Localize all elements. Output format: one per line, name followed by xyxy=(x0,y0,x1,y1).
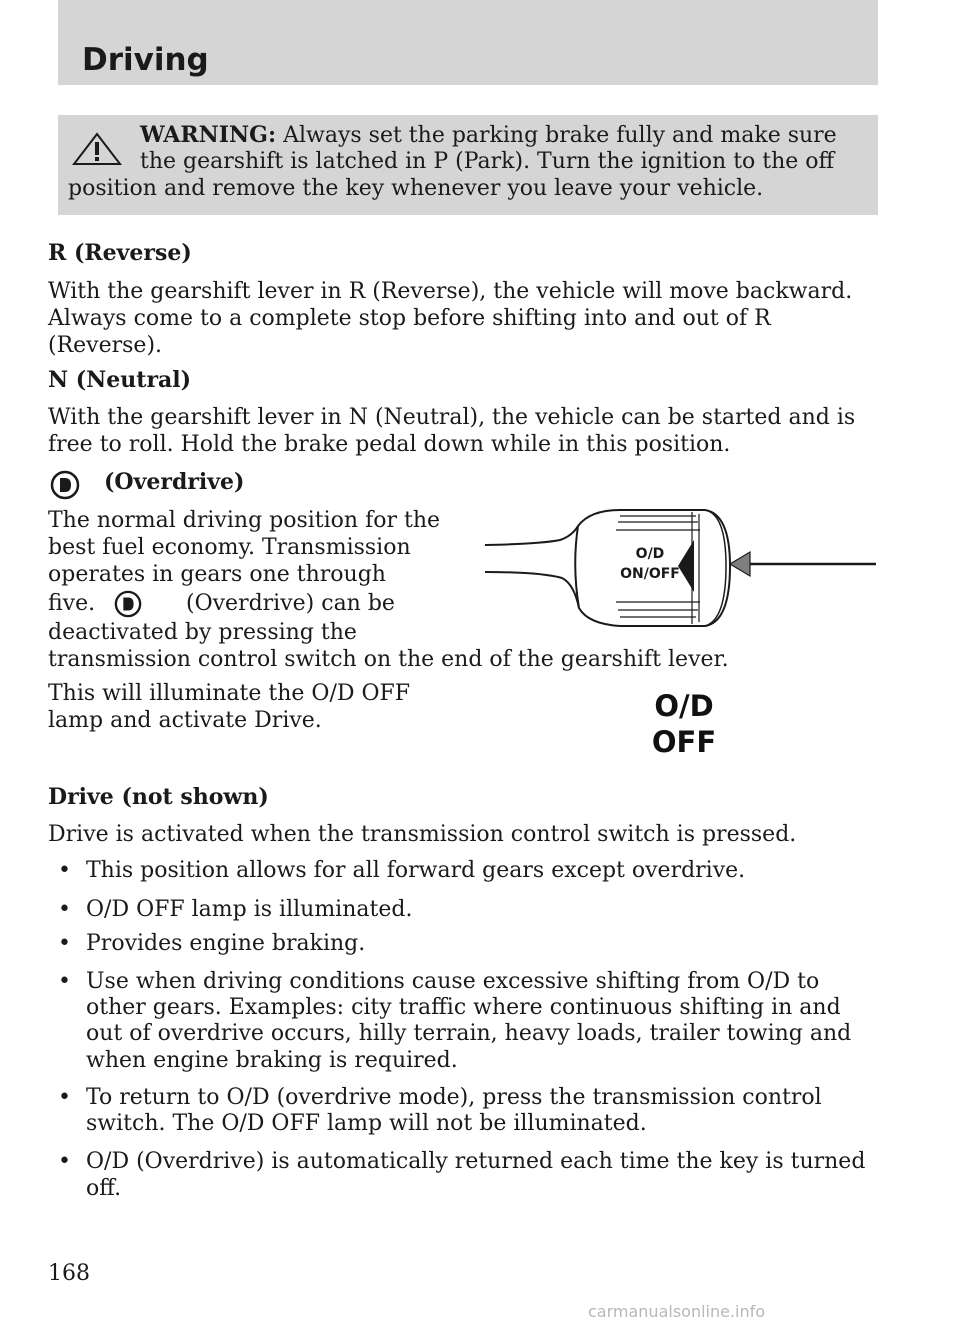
bullet-marker: • xyxy=(58,858,71,883)
neutral-text-line: With the gearshift lever in N (Neutral), the vehicle can be started and is xyxy=(48,405,856,430)
bullet-text-line: O/D OFF lamp is illuminated. xyxy=(86,897,413,922)
switch-label-on-off: ON/OFF xyxy=(620,566,680,582)
reverse-text-line: With the gearshift lever in R (Reverse), the vehicle will move backward. xyxy=(48,279,853,304)
overdrive-text-line: (Overdrive) can be xyxy=(186,591,395,616)
warning-triangle-icon xyxy=(72,132,122,166)
page-title: Driving xyxy=(82,42,209,78)
bullet-marker: • xyxy=(58,897,71,922)
bullet-marker: • xyxy=(58,1085,71,1110)
warning-line-1 xyxy=(140,121,837,150)
bullet-text-line: This position allows for all forward gears except overdrive. xyxy=(86,858,746,883)
overdrive-text-line: best fuel economy. Transmission xyxy=(48,535,411,560)
neutral-heading: N (Neutral) xyxy=(48,367,192,393)
gearshift-switch-illustration xyxy=(480,500,880,640)
overdrive-text-line: The normal driving position for the xyxy=(48,508,441,533)
page-number: 168 xyxy=(48,1261,90,1286)
overdrive-heading: (Overdrive) xyxy=(104,469,245,495)
reverse-heading: R (Reverse) xyxy=(48,240,192,266)
neutral-text-line: free to roll. Hold the brake pedal down while in this position. xyxy=(48,432,731,457)
overdrive-d-icon xyxy=(50,470,80,500)
drive-intro: Drive is activated when the transmission control switch is pressed. xyxy=(48,822,797,847)
lamp-line-1: O/D xyxy=(654,689,714,723)
overdrive-text-line: lamp and activate Drive. xyxy=(48,708,322,733)
switch-label-od: O/D xyxy=(635,546,665,562)
bullet-text-line: out of overdrive occurs, hilly terrain, heavy loads, trailer towing and xyxy=(86,1021,852,1046)
bullet-marker: • xyxy=(58,931,71,956)
overdrive-text-line: deactivated by pressing the xyxy=(48,620,357,645)
overdrive-d-icon xyxy=(114,590,142,618)
overdrive-text-line: five. xyxy=(48,591,96,616)
bullet-text-line: Provides engine braking. xyxy=(86,931,366,956)
warning-line-3: position and remove the key whenever you leave your vehicle. xyxy=(68,176,764,201)
warning-label: WARNING: xyxy=(140,122,277,148)
warning-text-1: Always set the parking brake fully and make sure xyxy=(283,123,837,148)
overdrive-text-line: This will illuminate the O/D OFF xyxy=(48,681,411,706)
lamp-line-2: OFF xyxy=(651,725,717,759)
drive-heading: Drive (not shown) xyxy=(48,784,269,810)
overdrive-text-line: operates in gears one through xyxy=(48,562,386,587)
bullet-marker: • xyxy=(58,1149,71,1174)
bullet-marker: • xyxy=(58,969,71,994)
warning-line-2: the gearshift is latched in P (Park). Turn the ignition to the off xyxy=(140,149,835,174)
overdrive-text-line: transmission control switch on the end of the gearshift lever. xyxy=(48,647,729,672)
bullet-text-line: off. xyxy=(86,1176,122,1201)
reverse-text-line: (Reverse). xyxy=(48,333,163,358)
bullet-text-line: switch. The O/D OFF lamp will not be illuminated. xyxy=(86,1111,647,1136)
reverse-text-line: Always come to a complete stop before shifting into and out of R xyxy=(48,306,771,331)
bullet-text-line: To return to O/D (overdrive mode), press the transmission control xyxy=(86,1085,822,1110)
bullet-text-line: Use when driving conditions cause excessive shifting from O/D to xyxy=(86,969,820,994)
bullet-text-line: O/D (Overdrive) is automatically returned each time the key is turned xyxy=(86,1149,866,1174)
od-off-lamp xyxy=(610,688,758,760)
watermark: carmanualsonline.info xyxy=(588,1302,766,1321)
bullet-text-line: other gears. Examples: city traffic where continuous shifting in and xyxy=(86,995,841,1020)
bullet-text-line: when engine braking is required. xyxy=(86,1048,458,1073)
